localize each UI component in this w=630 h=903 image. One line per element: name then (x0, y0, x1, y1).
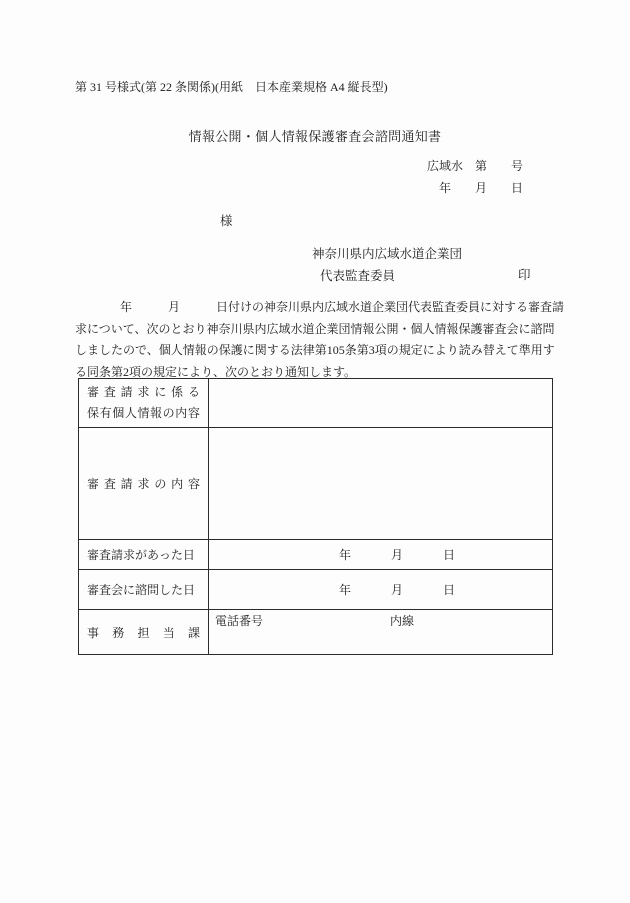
body-paragraph (75, 297, 565, 383)
body-line: 年 月 日付けの神奈川県内広域水道企業団代表監査委員に対する審査請 (120, 300, 565, 314)
label-line: 審 査 請 求 に 係 る (87, 385, 200, 399)
year-label: 年 (339, 583, 352, 597)
label-line: 保 有 個 人 情 報 の 内 容 (87, 406, 200, 420)
reference-block (427, 155, 523, 199)
year-label: 年 (339, 548, 352, 562)
sender-role: 代表監査委員 (320, 269, 396, 283)
seal-mark: 印 (518, 268, 531, 282)
table-row-referral-date (79, 570, 553, 610)
reference-doc-number: 広域水 第 号 (426, 159, 523, 173)
day-label: 日 (443, 583, 456, 597)
cell-personal-info-value (209, 379, 553, 428)
form-number-line: 第 31 号様式(第 22 条関係)(用紙 日本産業規格 A4 縦長型) (75, 80, 388, 94)
label-line: 事 務 担 当 課 (87, 625, 200, 640)
cell-contact-value (209, 610, 553, 655)
table-row-contact-section (79, 610, 553, 655)
sender-block (312, 243, 462, 287)
reference-date: 年 月 日 (438, 181, 523, 195)
month-label: 月 (391, 548, 404, 562)
label-referral-date: 審査会に諮問した日 (79, 570, 209, 610)
table-row-request-date (79, 540, 553, 570)
table-row-personal-info (79, 379, 553, 428)
extension-label: 内線 (390, 614, 415, 628)
sender-organization: 神奈川県内広域水道企業団 (312, 247, 463, 261)
label-line: 審 査 請 求 の 内 容 (87, 477, 200, 491)
body-line: 求について、次のとおり神奈川県内広域水道企業団情報公開・個人情報保護審査会に諮問 (75, 321, 555, 336)
label-request-date: 審査請求があった日 (79, 540, 209, 570)
cell-referral-date-value (209, 570, 553, 610)
label-personal-info (79, 379, 209, 428)
label-contact-section (79, 610, 209, 655)
cell-request-content-value (209, 428, 553, 540)
table-row-request-content (79, 428, 553, 540)
phone-number-label: 電話番号 (215, 614, 264, 628)
addressee-suffix: 様 (220, 214, 233, 228)
form-table (78, 378, 553, 655)
cell-request-date-value (209, 540, 553, 570)
month-label: 月 (391, 583, 404, 597)
document-title: 情報公開・個人情報保護審査会諮問通知書 (188, 129, 442, 144)
body-line: しましたので、個人情報の保護に関する法律第105条第3項の規定により読み替えて準用す (75, 343, 555, 357)
label-request-content (79, 428, 209, 540)
day-label: 日 (443, 548, 456, 562)
body-line: る同条第2項の規定により、次のとおり通知します。 (75, 364, 357, 379)
